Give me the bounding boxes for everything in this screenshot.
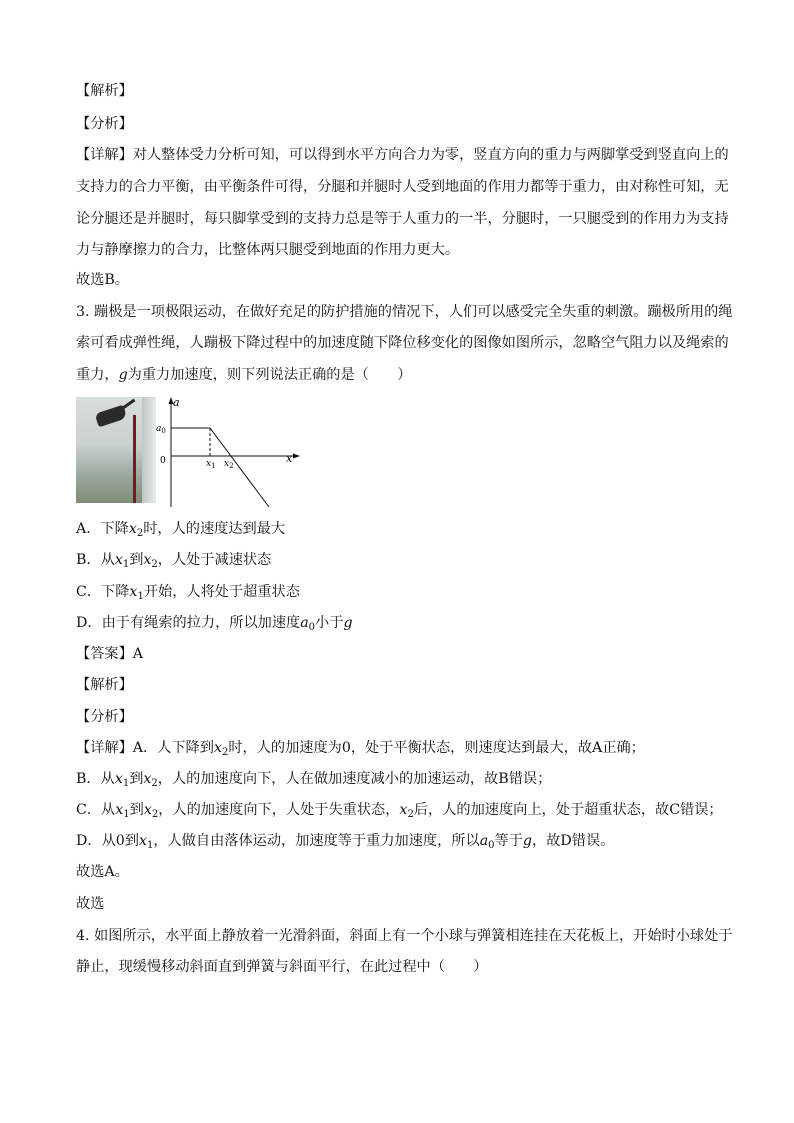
section-heading-breakdown: 【分析】 bbox=[76, 116, 133, 132]
question-3-figure bbox=[76, 395, 306, 510]
detail-text-line: 【详解】对人整体受力分析可知，可以得到水平方向合力为零，竖直方向的重力与两脚掌受到竖直向上的 bbox=[76, 147, 729, 163]
y-axis-label: a bbox=[173, 396, 180, 409]
question-3-text: 索可看成弹性绳，人蹦极下降过程中的加速度随下降位移变化的图像如图所示，忽略空气阻力以及绳索的 bbox=[76, 335, 729, 351]
acceleration-displacement-graph bbox=[156, 395, 306, 510]
choice-fragment: 故选 bbox=[76, 896, 105, 912]
question-3-text: 重力，g为重力加速度，则下列说法正确的是（ ） bbox=[76, 367, 412, 383]
detail-line-c: C．从$x_1$到$x_2$，人的加速度向下，人处于失重状态，$x_2$后，人的加速度向上，处于超重状态，故C错误； bbox=[76, 802, 723, 820]
section-heading-analysis: 【解析】 bbox=[76, 677, 133, 693]
question-4-text: 静止，现缓慢移动斜面直到弹簧与斜面平行，在此过程中（ ） bbox=[76, 959, 488, 975]
question-3-text: 3. 蹦极是一项极限运动，在做好充足的防护措施的情况下，人们可以感受完全失重的刺激。蹦极所用的绳 bbox=[76, 304, 733, 320]
detail-text-line: 力与静摩擦力的合力，比整体两只腿受到地面的作用力更大。 bbox=[76, 242, 460, 258]
option-d: D．由于有绳索的拉力，所以加速度$a_0$小于g bbox=[76, 615, 353, 633]
a0-label: $a_0$ bbox=[156, 424, 166, 435]
x1-label: $x_1$ bbox=[206, 459, 216, 470]
section-heading-analysis: 【解析】 bbox=[76, 83, 133, 99]
x-axis-label: x bbox=[286, 452, 293, 465]
detail-line-b: B．从$x_1$到$x_2$，人的加速度向下，人在做加速度减小的加速运动，故B错误； bbox=[76, 771, 552, 789]
origin-label: 0 bbox=[160, 456, 166, 466]
detail-line-d: D．从0到$x_1$，人做自由落体运动，加速度等于重力加速度，所以$a_0$等于g，故D错误。 bbox=[76, 833, 615, 851]
bungee-photo bbox=[76, 397, 156, 503]
option-a: A．下降$x_2$时，人的速度达到最大 bbox=[76, 521, 286, 539]
option-b: B．从$x_1$到$x_2$，人处于减速状态 bbox=[76, 552, 272, 570]
choice-conclusion: 故选A。 bbox=[76, 864, 129, 880]
decreasing-acceleration-segment bbox=[210, 428, 269, 507]
answer-line: 【答案】A bbox=[76, 646, 143, 662]
detail-text-line: 论分腿还是并腿时，每只脚掌受到的支持力总是等于人重力的一半，分腿时，一只腿受到的作用力为支持 bbox=[76, 211, 729, 227]
option-c: C．下降$x_1$开始，人将处于超重状态 bbox=[76, 584, 300, 602]
detail-text-line: 支持力的合力平衡，由平衡条件可得，分腿和并腿时人受到地面的作用力都等于重力，由对称性可知，无 bbox=[76, 179, 729, 195]
x-axis-arrow-icon bbox=[293, 454, 300, 459]
section-heading-breakdown: 【分析】 bbox=[76, 709, 133, 725]
choice-conclusion: 故选B。 bbox=[76, 272, 129, 288]
question-4-text: 4. 如图所示，水平面上静放着一光滑斜面，斜面上有一个小球与弹簧相连挂在天花板上，开始时小球处于 bbox=[76, 928, 733, 944]
detail-line-a: 【详解】A．人下降到$x_2$时，人的加速度为0，处于平衡状态，则速度达到最大，故A正确； bbox=[76, 740, 645, 758]
x2-label: $x_2$ bbox=[224, 459, 234, 470]
